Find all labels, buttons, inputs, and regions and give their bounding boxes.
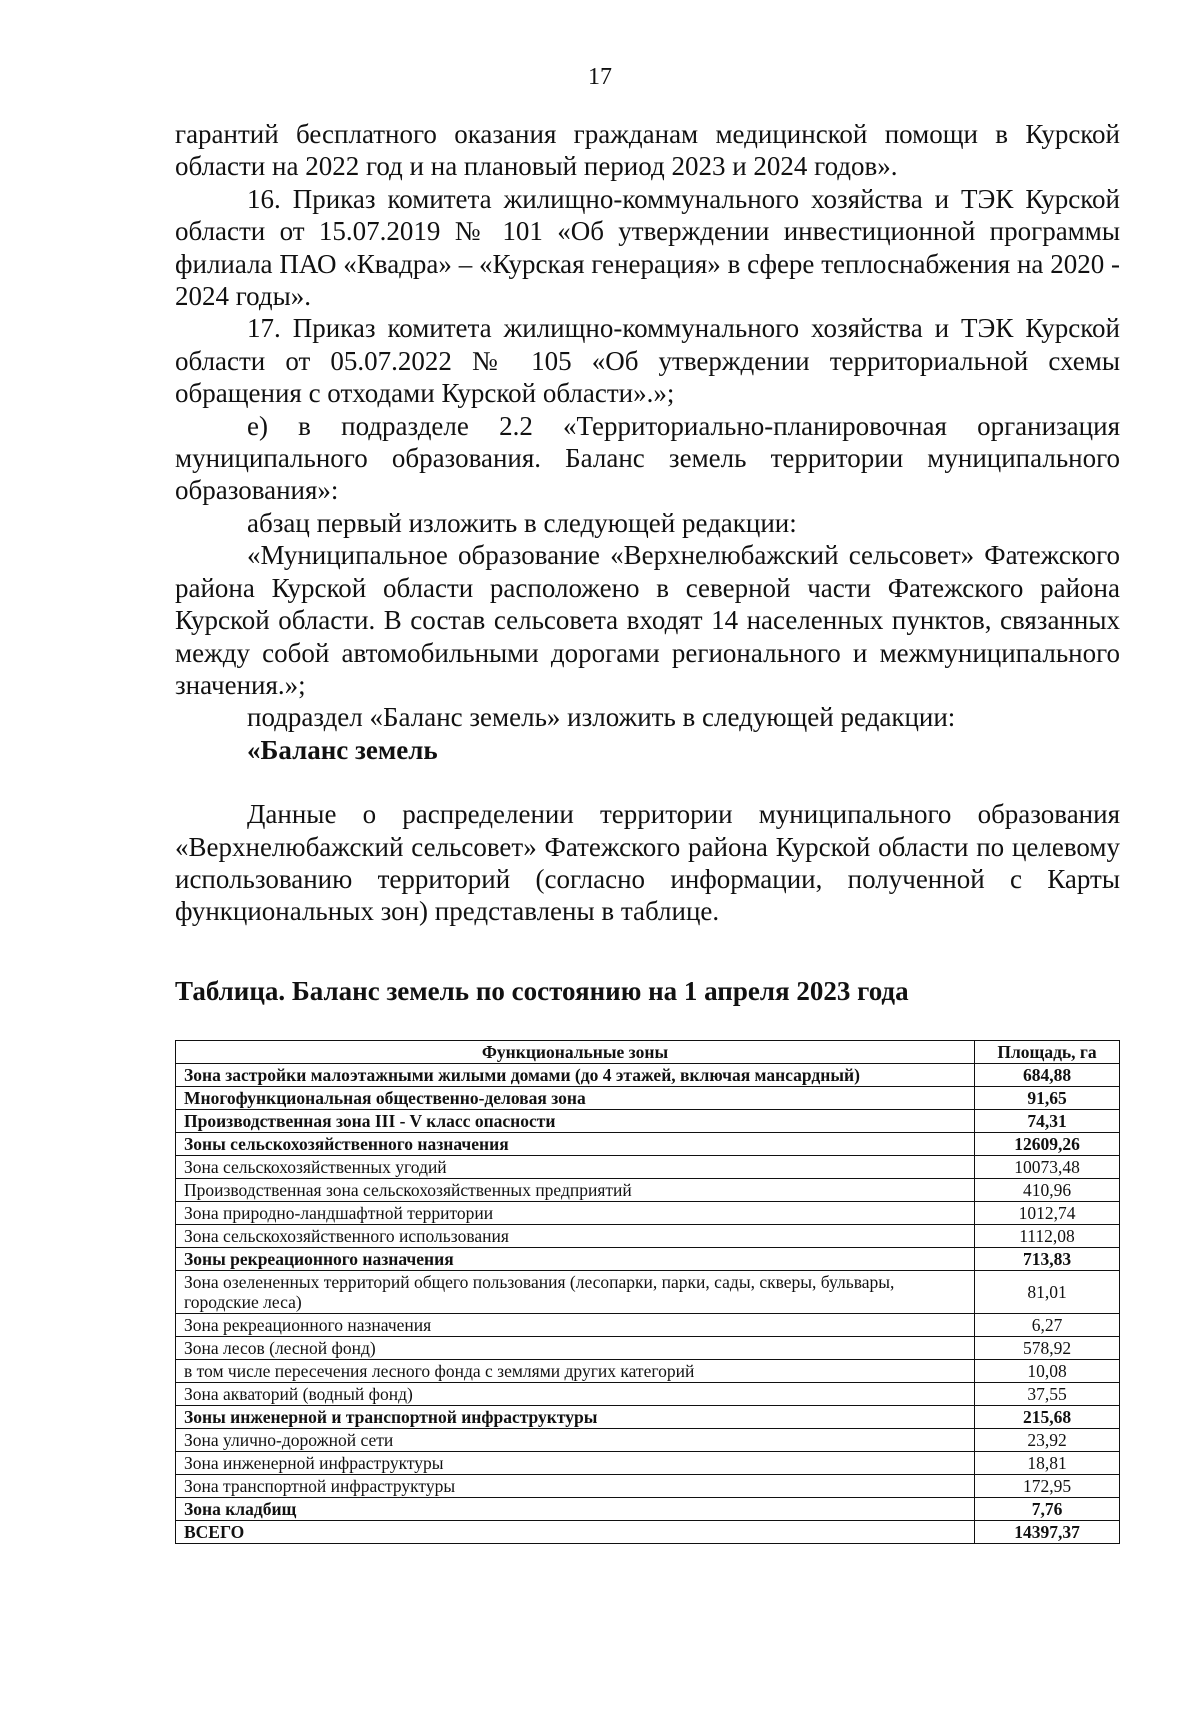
table-row: [176, 1110, 1120, 1133]
area-cell: 215,68: [975, 1406, 1120, 1429]
zone-cell: Производственная зона сельскохозяйственных предприятий: [176, 1179, 975, 1202]
area-cell: 23,92: [975, 1429, 1120, 1452]
zone-cell: Зона лесов (лесной фонд): [176, 1337, 975, 1360]
table-row: [176, 1337, 1120, 1360]
area-cell: 10073,48: [975, 1156, 1120, 1179]
area-cell: 172,95: [975, 1475, 1120, 1498]
zone-cell: в том числе пересечения лесного фонда с землями других категорий: [176, 1360, 975, 1383]
zone-cell: Зона природно-ландшафтной территории: [176, 1202, 975, 1225]
zone-cell: Зона застройки малоэтажными жилыми домами (до 4 этажей, включая мансардный): [176, 1064, 975, 1087]
land-balance-table: [175, 1040, 1120, 1544]
area-cell: 37,55: [975, 1383, 1120, 1406]
table-row: [176, 1179, 1120, 1202]
document-body: [175, 118, 1120, 928]
paragraph: гарантий бесплатного оказания гражданам медицинской помощи в Курской области на 2022 год и на плановый период 2023 и 2024 годов».: [175, 119, 1120, 182]
zone-cell: Зона озелененных территорий общего пользования (лесопарки, парки, сады, скверы, бульвары, городские леса): [176, 1271, 975, 1314]
table-row: [176, 1314, 1120, 1337]
area-cell: 1012,74: [975, 1202, 1120, 1225]
table-row: [176, 1406, 1120, 1429]
area-cell: 578,92: [975, 1337, 1120, 1360]
area-cell: 10,08: [975, 1360, 1120, 1383]
area-cell: 713,83: [975, 1248, 1120, 1271]
table-row: [176, 1202, 1120, 1225]
paragraph: 17. Приказ комитета жилищно-коммунального хозяйства и ТЭК Курской области от 05.07.2022 № 105 «Об утверждении территориальной схемы обращения с отходами Курской области».»;: [175, 313, 1120, 409]
paragraph: подраздел «Баланс земель» изложить в следующей редакции:: [247, 702, 956, 733]
zone-cell: Зоны сельскохозяйственного назначения: [176, 1133, 975, 1156]
area-cell: 18,81: [975, 1452, 1120, 1475]
paragraph: Данные о распределении территории муниципального образования «Верхнелюбажский сельсовет» Фатежского района Курской области по целевому использованию территорий (согласно информации, полученной с Карты функциональных зон) представлены в таблице.: [175, 799, 1120, 927]
header-zones: Функциональные зоны: [176, 1041, 975, 1064]
table-row: [176, 1475, 1120, 1498]
table-row: [176, 1087, 1120, 1110]
table-row: [176, 1271, 1120, 1314]
page-number: 17: [588, 64, 612, 90]
paragraph: е) в подразделе 2.2 «Территориально-планировочная организация муниципального образования. Баланс земель территории муниципального образования»:: [175, 410, 1120, 506]
table-row: [176, 1360, 1120, 1383]
area-cell: 684,88: [975, 1064, 1120, 1087]
table-row: [176, 1225, 1120, 1248]
paragraph: «Муниципальное образование «Верхнелюбажский сельсовет» Фатежского района Курской области расположено в северной части Фатежского района Курской области. В состав сельсовета входят 14 населенных пунктов, связанных между собой автомобильными дорогами регионального и межмуниципального значения.»;: [175, 540, 1120, 700]
zone-cell: Зоны инженерной и транспортной инфраструктуры: [176, 1406, 975, 1429]
table-row: [176, 1498, 1120, 1521]
area-cell: 6,27: [975, 1314, 1120, 1337]
header-area: Площадь, га: [975, 1041, 1120, 1064]
area-cell: 74,31: [975, 1110, 1120, 1133]
area-cell: 14397,37: [975, 1521, 1120, 1544]
zone-cell: ВСЕГО: [176, 1521, 975, 1544]
zone-cell: Многофункциональная общественно-деловая зона: [176, 1087, 975, 1110]
area-cell: 7,76: [975, 1498, 1120, 1521]
table-row: [176, 1521, 1120, 1544]
table-row: [176, 1248, 1120, 1271]
area-cell: 1112,08: [975, 1225, 1120, 1248]
zone-cell: Зона рекреационного назначения: [176, 1314, 975, 1337]
area-cell: 81,01: [975, 1271, 1120, 1314]
section-heading: «Баланс земель: [247, 734, 438, 765]
zone-cell: Производственная зона III - V класс опасности: [176, 1110, 975, 1133]
table-row: [176, 1429, 1120, 1452]
zone-cell: Зона акваторий (водный фонд): [176, 1383, 975, 1406]
table-row: [176, 1064, 1120, 1087]
table-row: [176, 1133, 1120, 1156]
paragraph: абзац первый изложить в следующей редакции:: [247, 507, 797, 538]
table-row: [176, 1452, 1120, 1475]
paragraph-spacer: [175, 766, 1120, 798]
zone-cell: Зона сельскохозяйственного использования: [176, 1225, 975, 1248]
area-cell: 91,65: [975, 1087, 1120, 1110]
zone-cell: Зона транспортной инфраструктуры: [176, 1475, 975, 1498]
paragraph: 16. Приказ комитета жилищно-коммунального хозяйства и ТЭК Курской области от 15.07.2019 № 101 «Об утверждении инвестиционной программы филиала ПАО «Квадра» – «Курская генерация» в сфере теплоснабжения на 2020 - 2024 годы».: [175, 183, 1120, 312]
table-row: [176, 1383, 1120, 1406]
area-cell: 12609,26: [975, 1133, 1120, 1156]
area-cell: 410,96: [975, 1179, 1120, 1202]
zone-cell: Зона кладбищ: [176, 1498, 975, 1521]
zone-cell: Зона сельскохозяйственных угодий: [176, 1156, 975, 1179]
zone-cell: Зона инженерной инфраструктуры: [176, 1452, 975, 1475]
zone-cell: Зоны рекреационного назначения: [176, 1248, 975, 1271]
table-header-row: [176, 1041, 1120, 1064]
zone-cell: Зона улично-дорожной сети: [176, 1429, 975, 1452]
table-row: [176, 1156, 1120, 1179]
table-title: Таблица. Баланс земель по состоянию на 1 апреля 2023 года: [175, 976, 909, 1006]
